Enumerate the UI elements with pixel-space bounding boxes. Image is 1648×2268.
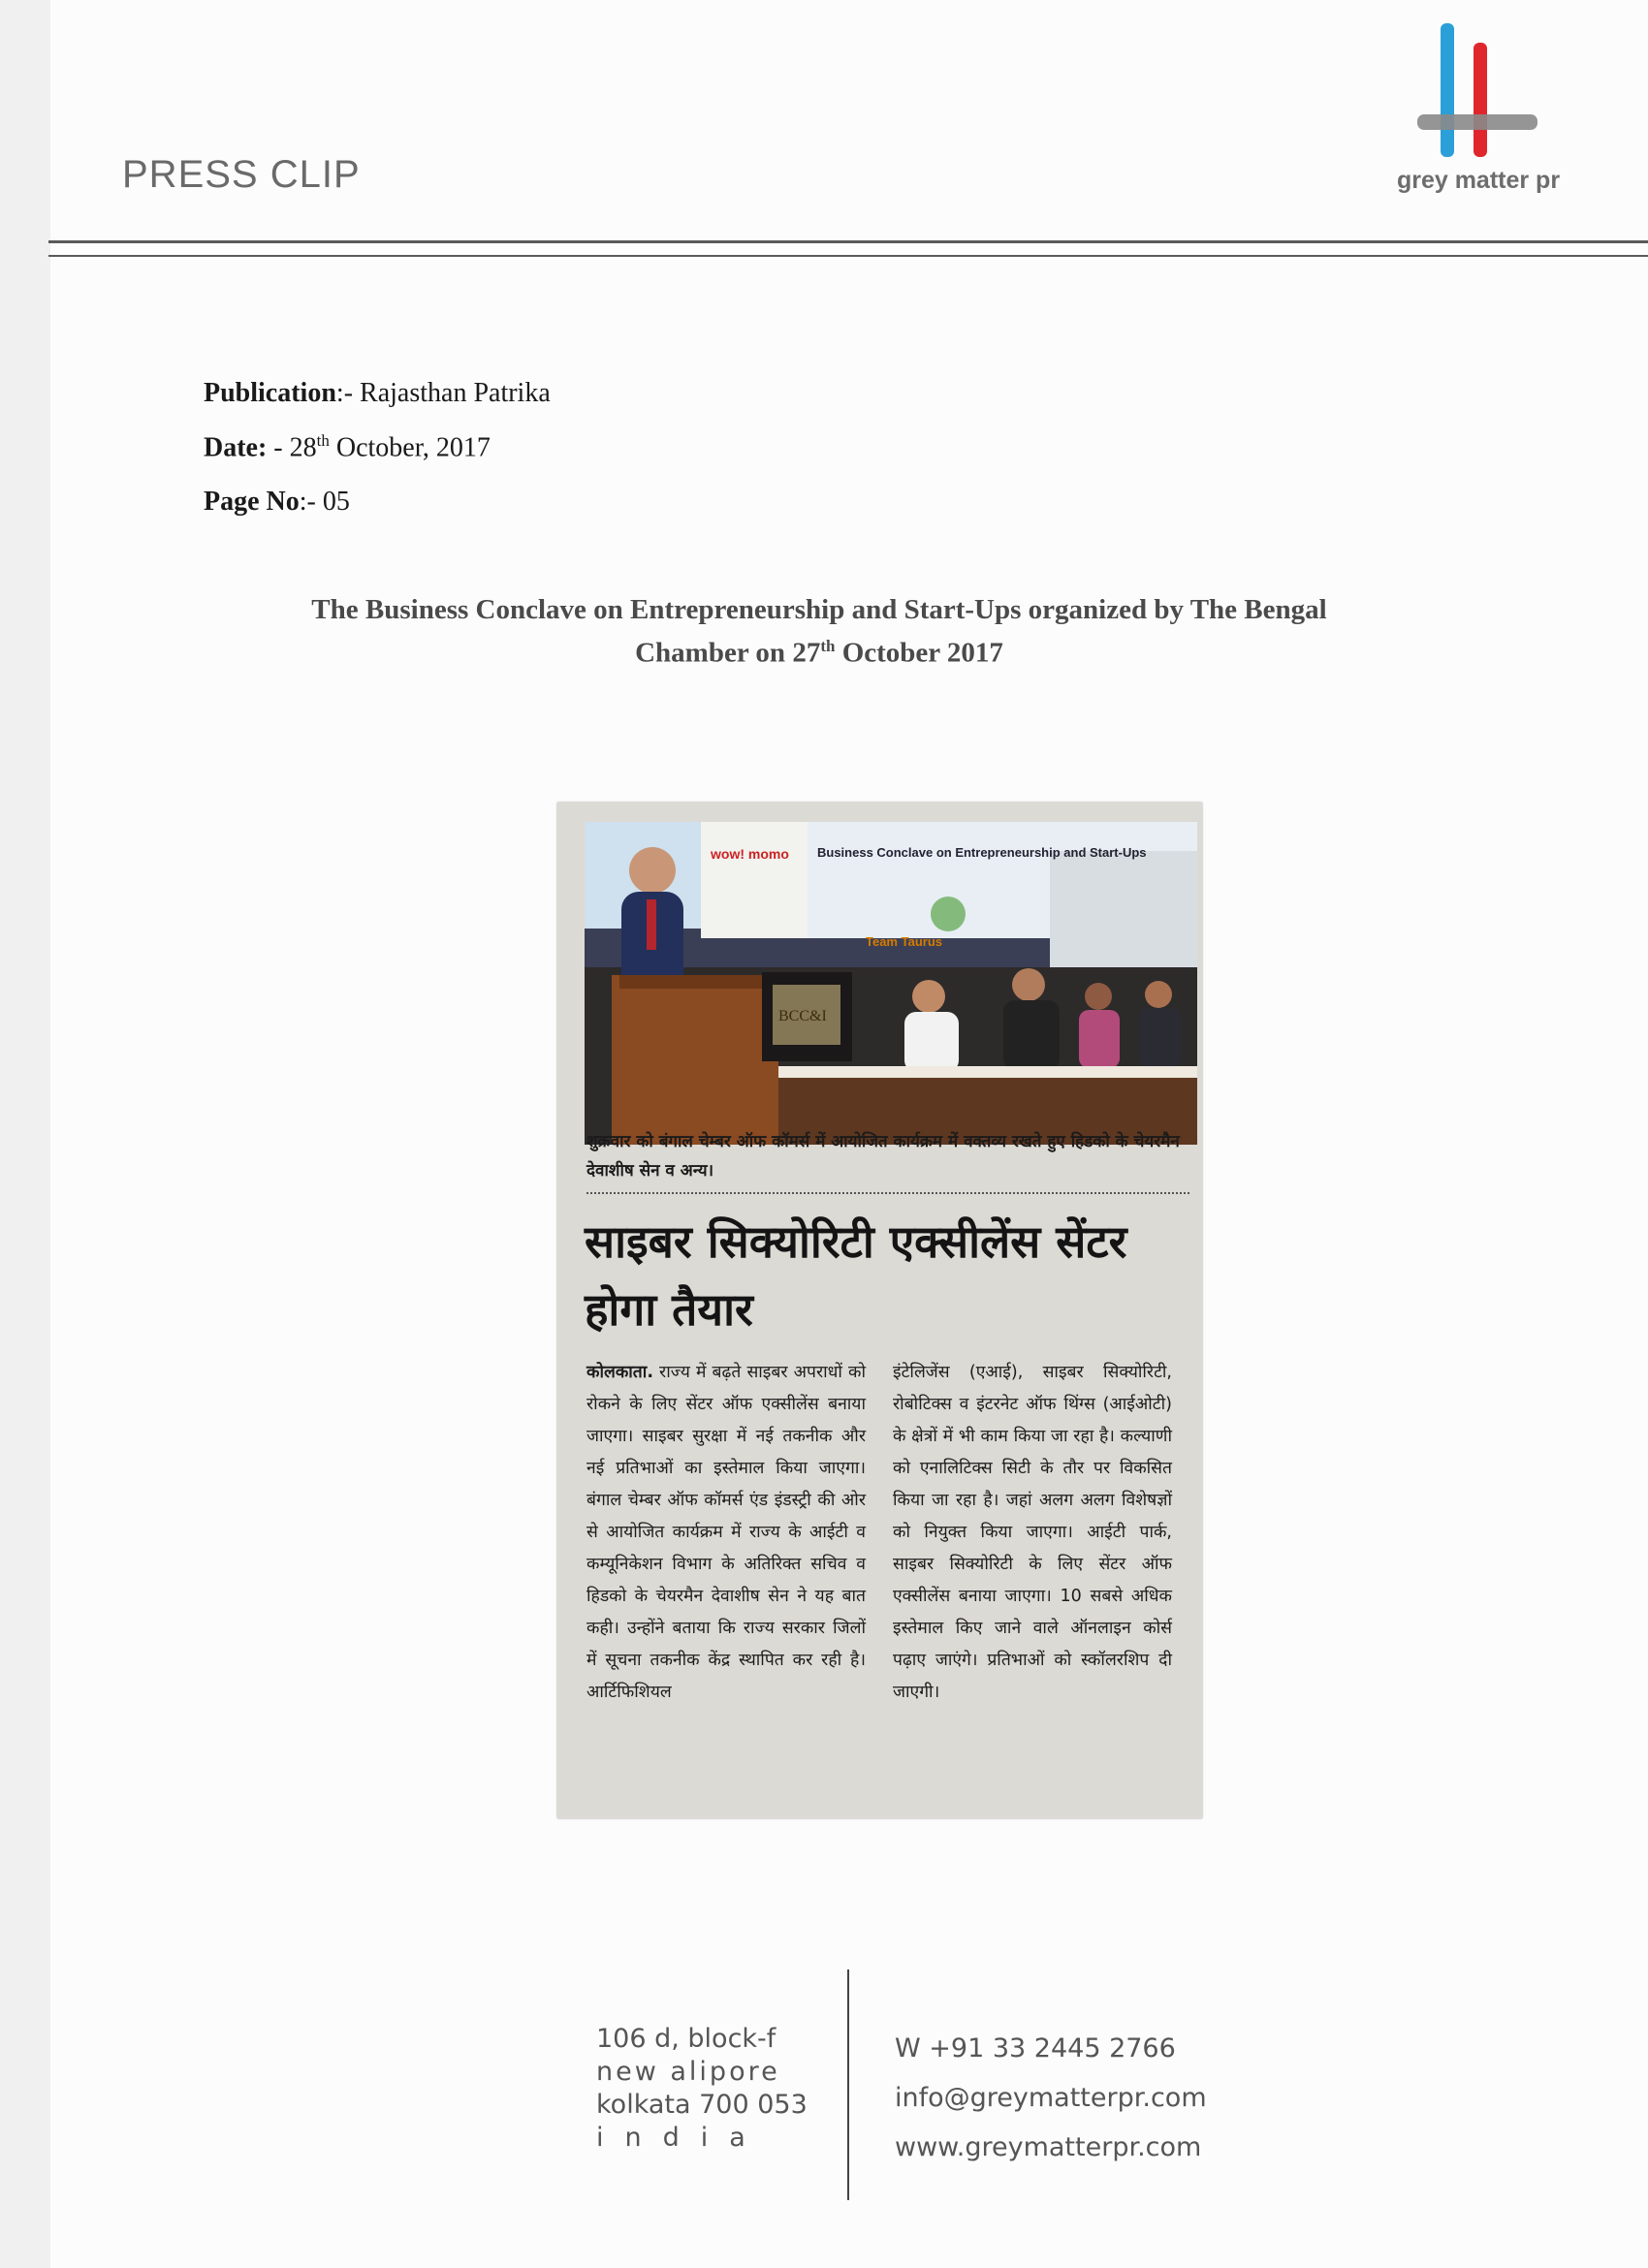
footer-phone: W +91 33 2445 2766 bbox=[895, 2033, 1176, 2063]
event-photo bbox=[585, 822, 1197, 1145]
article-headline: साइबर सिक्योरिटी एक्सीलेंस सेंटर होगा तैयार bbox=[585, 1215, 1127, 1336]
greymatter-logo-icon bbox=[1413, 21, 1541, 162]
photo-sponsor1: wow! momo bbox=[711, 846, 789, 862]
article-col1-text: राज्य में बढ़ते साइबर अपराधों को रोकने के लिए सेंटर ऑफ एक्सीलेंस बनाया जाएगा। साइबर सुरक्षा में नई तकनीक और नई प्रतिभाओं का इस्तेमाल किया जाएगा। बंगाल चेम्बर ऑफ कॉमर्स एंड इंडस्ट्री की ओर से आयोजित कार्यक्रम में राज्य के आईटी व कम्यूनिकेशन विभाग के अतिरिक्त सचिव व हिडको के चेयरमैन देवाशीष सेन ने यह बात कही। उन्होंने बताया कि राज्य सरकार जिलों में सूचना तकनीक केंद्र स्थापित कर रही है। आर्टिफिशियल bbox=[586, 1363, 866, 1702]
article-column-1 bbox=[586, 1357, 866, 1709]
photo-caption: शुक्रवार को बंगाल चेम्बर ऑफ कॉमर्स में आयोजित कार्यक्रम में वक्तव्य रखते हुए हिडको के चेयरमैन देवाशीष सेन व अन्य। bbox=[586, 1132, 1180, 1181]
newspaper-clipping bbox=[557, 803, 1202, 1818]
footer-address bbox=[596, 2023, 808, 2155]
article-column-2: इंटेलिजेंस (एआई), साइबर सिक्योरिटी, रोबोटिक्स व इंटरनेट ऑफ थिंग्स (आईओटी) के क्षेत्रों में भी काम किया जा रहा है। कल्याणी को एनालिटिक्स सिटी के तौर पर विकसित किया जा रहा है। जहां अलग अलग विशेषज्ञों को नियुक्त किया जाएगा। आईटी पार्क, साइबर सिक्योरिटी के लिए सेंटर ऑफ एक्सीलेंस बनाया जाएगा। 10 सबसे अधिक इस्तेमाल किए जाने वाले ऑनलाइन कोर्स पढ़ाए जाएंगे। प्रतिभाओं को स्कॉलरशिप दी जाएगी। bbox=[893, 1363, 1172, 1702]
article-dateline: कोलकाता. bbox=[586, 1363, 653, 1382]
publication-value: Rajasthan Patrika bbox=[360, 378, 551, 408]
header-rule-thin bbox=[48, 255, 1648, 257]
address-line-1: 106 d, block-f bbox=[596, 2024, 776, 2054]
address-line-2: new alipore bbox=[596, 2057, 780, 2087]
page-edge bbox=[0, 0, 50, 2268]
page-line bbox=[204, 487, 350, 518]
date-sup: th bbox=[316, 431, 330, 450]
page-value: 05 bbox=[322, 487, 350, 517]
photo-sponsor2: Team Taurus bbox=[866, 934, 942, 949]
clip-caption-title bbox=[223, 591, 1415, 672]
caption-line2 bbox=[223, 628, 1415, 672]
header-rule bbox=[48, 240, 1648, 243]
photo-podium-logo: BCC&I bbox=[778, 1008, 827, 1024]
date-label: Date: bbox=[204, 432, 268, 463]
address-line-4: india bbox=[596, 2123, 767, 2153]
caption-line2-prefix: Chamber on 27 bbox=[635, 637, 821, 669]
date-prefix: - 28 bbox=[267, 432, 317, 463]
date-rest: October, 2017 bbox=[329, 432, 491, 463]
logo-blue-bar bbox=[1441, 23, 1454, 157]
page-sep: :- bbox=[299, 487, 323, 517]
caption-line2-rest: October 2017 bbox=[835, 637, 1003, 669]
publication-label: Publication bbox=[204, 378, 336, 408]
footer-website[interactable]: www.greymatterpr.com bbox=[895, 2132, 1202, 2162]
footer-contact bbox=[895, 2024, 1207, 2172]
caption-line2-sup: th bbox=[820, 637, 836, 655]
footer-divider bbox=[847, 1969, 849, 2200]
caption-line1: The Business Conclave on Entrepreneurship and Start-Ups organized by The Bengal bbox=[311, 594, 1327, 625]
date-line bbox=[204, 431, 491, 463]
publication-line bbox=[204, 378, 551, 409]
address-line-3: kolkata 700 053 bbox=[596, 2090, 808, 2120]
logo-grey-bar bbox=[1417, 114, 1537, 130]
caption-divider bbox=[586, 1192, 1189, 1194]
brand-name: grey matter pr bbox=[1396, 167, 1561, 194]
photo-banner-text: Business Conclave on Entrepreneurship and Start-Ups bbox=[817, 845, 1147, 860]
footer-email[interactable]: info@greymatterpr.com bbox=[895, 2083, 1207, 2113]
logo-red-bar bbox=[1474, 43, 1487, 157]
publication-sep: :- bbox=[335, 378, 361, 408]
page-label: Page No bbox=[204, 487, 300, 517]
press-clip-title: PRESS CLIP bbox=[122, 153, 361, 196]
